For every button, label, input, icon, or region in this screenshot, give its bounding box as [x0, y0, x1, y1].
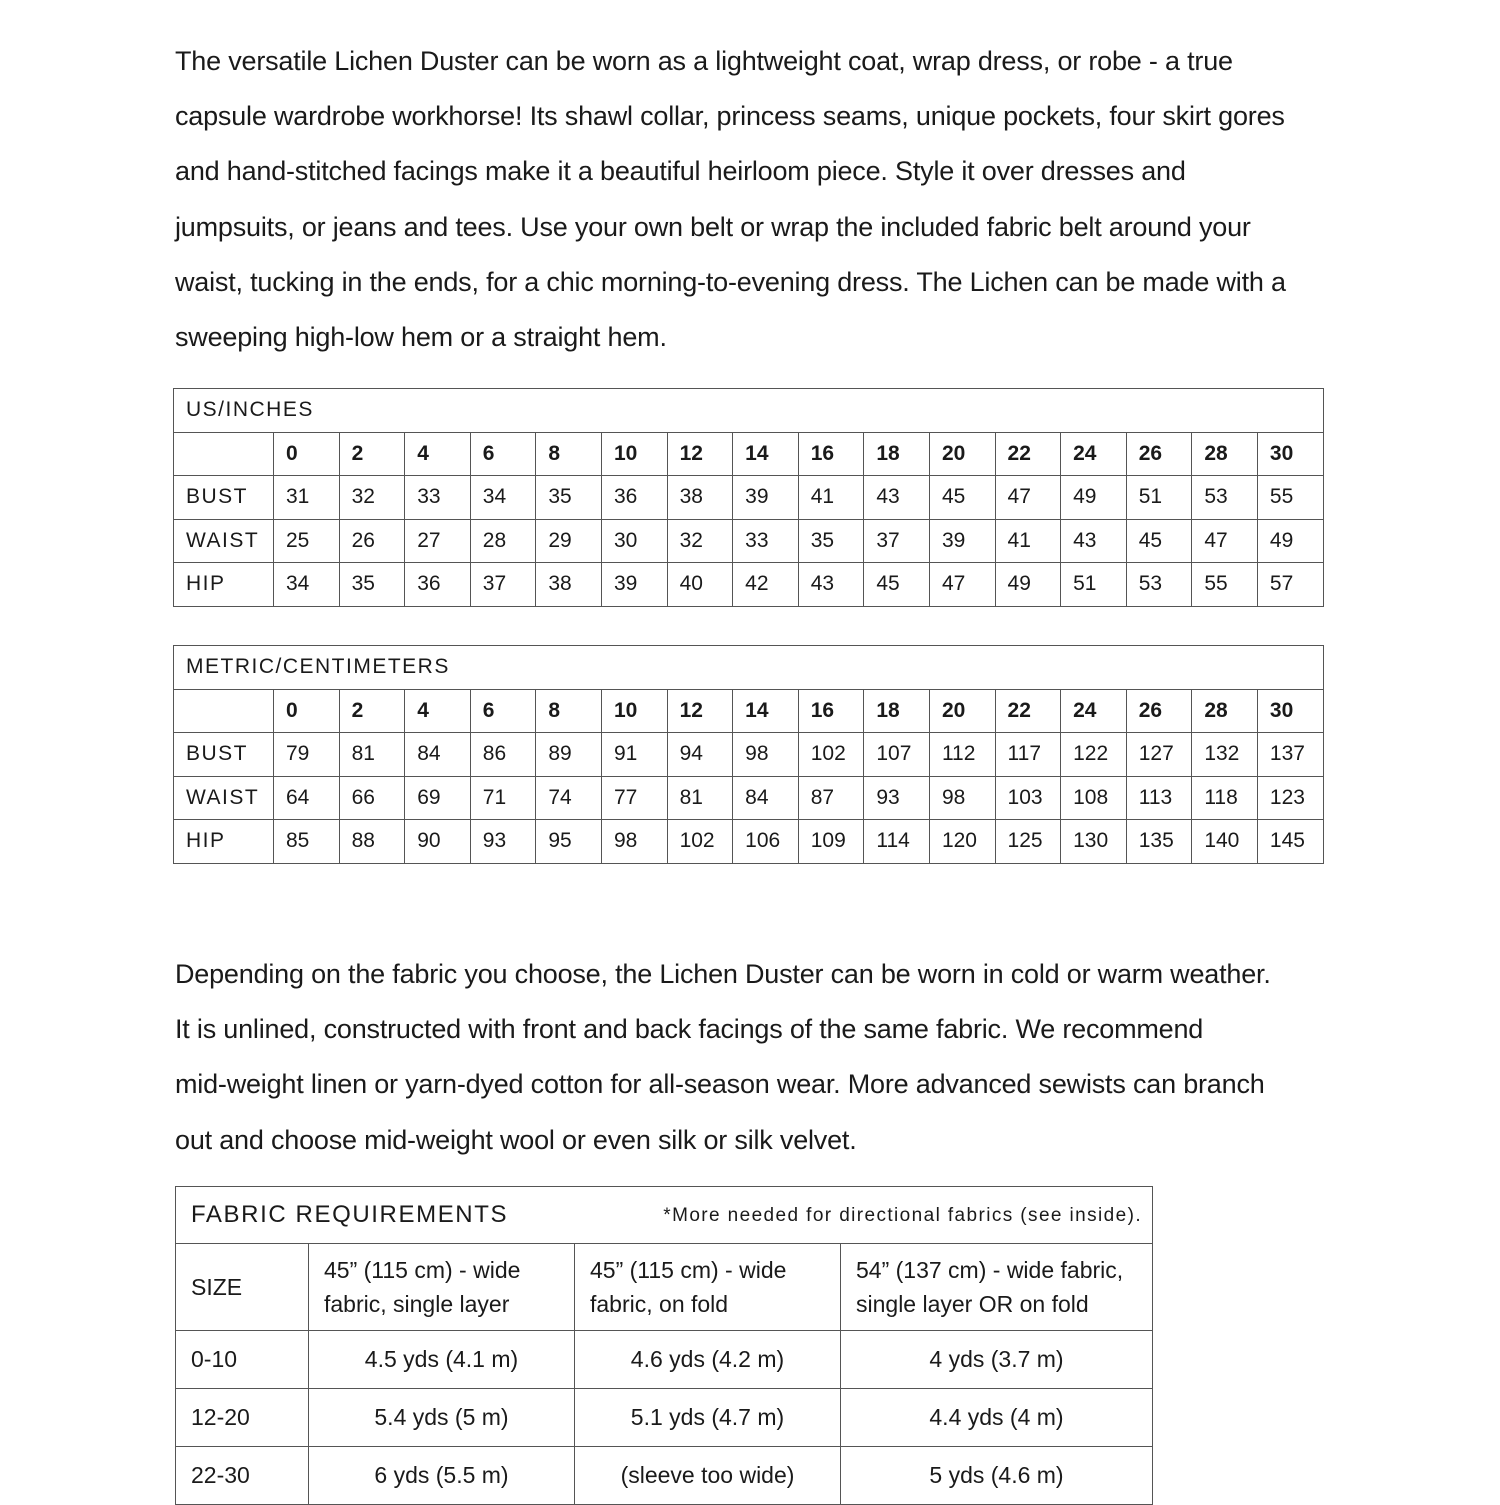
measurement-cell: 93: [864, 776, 930, 820]
directional-note: *More needed for directional fabrics (see inside).: [663, 1205, 1143, 1226]
measurement-cell: 47: [929, 563, 995, 607]
measurement-cell: 29: [536, 519, 602, 563]
intro-line: jumpsuits, or jeans and tees. Use your own belt or wrap the included fabric belt around your: [175, 211, 1251, 242]
yardage-cell: 4.6 yds (4.2 m): [575, 1331, 841, 1389]
fabric-row: [176, 1389, 1153, 1447]
fabric-title: FABRIC REQUIREMENTS: [191, 1201, 509, 1228]
measurement-cell: 86: [470, 733, 536, 777]
measurement-row: [174, 776, 1324, 820]
measurement-cell: 39: [929, 519, 995, 563]
intro-paragraph: [175, 34, 1335, 365]
measurement-cell: 91: [601, 733, 667, 777]
measurement-cell: 66: [339, 776, 405, 820]
measurement-cell: 69: [405, 776, 471, 820]
measurement-row: [174, 476, 1324, 520]
fabric-line: out and choose mid-weight wool or even silk or silk velvet.: [175, 1124, 857, 1155]
measurement-label: WAIST: [174, 776, 274, 820]
measurement-cell: 35: [536, 476, 602, 520]
measurement-cell: 32: [339, 476, 405, 520]
yardage-cell: 5.1 yds (4.7 m): [575, 1389, 841, 1447]
size-header-cell: 10: [601, 432, 667, 476]
measurement-cell: 40: [667, 563, 733, 607]
measurement-cell: 90: [405, 820, 471, 864]
measurement-cell: 125: [995, 820, 1061, 864]
measurement-cell: 140: [1192, 820, 1258, 864]
measurement-cell: 43: [1061, 519, 1127, 563]
size-header-cell: 10: [601, 689, 667, 733]
measurement-cell: 55: [1192, 563, 1258, 607]
size-header-row: [174, 689, 1324, 733]
size-header-cell: 26: [1126, 689, 1192, 733]
measurement-cell: 64: [274, 776, 340, 820]
yardage-cell: 4.4 yds (4 m): [841, 1389, 1153, 1447]
measurement-cell: 132: [1192, 733, 1258, 777]
measurement-cell: 137: [1257, 733, 1323, 777]
measurement-cell: 89: [536, 733, 602, 777]
size-range: 0-10: [176, 1331, 309, 1389]
size-header-cell: 2: [339, 432, 405, 476]
measurement-cell: 32: [667, 519, 733, 563]
yardage-cell: 4.5 yds (4.1 m): [309, 1331, 575, 1389]
measurement-cell: 84: [405, 733, 471, 777]
size-header-cell: 24: [1061, 689, 1127, 733]
intro-line: waist, tucking in the ends, for a chic morning-to-evening dress. The Lichen can be made with a: [175, 266, 1286, 297]
measurement-cell: 26: [339, 519, 405, 563]
size-range: 12-20: [176, 1389, 309, 1447]
column-header-line: single layer OR on fold: [856, 1291, 1089, 1317]
measurement-cell: 47: [1192, 519, 1258, 563]
measurement-cell: 87: [798, 776, 864, 820]
us-size-chart: [173, 388, 1324, 607]
column-header-line: 54” (137 cm) - wide fabric,: [856, 1257, 1124, 1283]
measurement-cell: 33: [733, 519, 799, 563]
size-header: SIZE: [176, 1244, 309, 1331]
measurement-label: HIP: [174, 563, 274, 607]
measurement-label: BUST: [174, 476, 274, 520]
measurement-cell: 47: [995, 476, 1061, 520]
yardage-cell: 4 yds (3.7 m): [841, 1331, 1153, 1389]
measurement-cell: 98: [601, 820, 667, 864]
measurement-cell: 109: [798, 820, 864, 864]
measurement-cell: 102: [667, 820, 733, 864]
fabric-line: mid-weight linen or yarn-dyed cotton for all-season wear. More advanced sewists can branch: [175, 1069, 1265, 1100]
column-header: [575, 1244, 841, 1331]
column-header-line: fabric, single layer: [324, 1291, 510, 1317]
measurement-cell: 38: [536, 563, 602, 607]
measurement-cell: 57: [1257, 563, 1323, 607]
measurement-cell: 88: [339, 820, 405, 864]
measurement-cell: 84: [733, 776, 799, 820]
intro-line: sweeping high-low hem or a straight hem.: [175, 322, 667, 353]
measurement-cell: 108: [1061, 776, 1127, 820]
size-header-cell: 6: [470, 689, 536, 733]
table-caption: METRIC/CENTIMETERS: [174, 646, 1324, 690]
measurement-row: [174, 563, 1324, 607]
size-header-cell: 28: [1192, 689, 1258, 733]
measurement-cell: 45: [1126, 519, 1192, 563]
measurement-cell: 49: [1257, 519, 1323, 563]
size-header-cell: 16: [798, 432, 864, 476]
measurement-cell: 42: [733, 563, 799, 607]
measurement-cell: 122: [1061, 733, 1127, 777]
size-header-cell: 14: [733, 689, 799, 733]
measurement-cell: 77: [601, 776, 667, 820]
measurement-cell: 123: [1257, 776, 1323, 820]
caption-row: [174, 646, 1324, 690]
column-header-line: 45” (115 cm) - wide: [324, 1257, 521, 1283]
measurement-cell: 53: [1192, 476, 1258, 520]
fabric-title-row: [176, 1187, 1153, 1244]
caption-row: [174, 389, 1324, 433]
size-header-cell: 4: [405, 432, 471, 476]
measurement-cell: 43: [864, 476, 930, 520]
size-header-cell: 30: [1257, 689, 1323, 733]
intro-line: and hand-stitched facings make it a beautiful heirloom piece. Style it over dresses and: [175, 156, 1186, 187]
measurement-cell: 95: [536, 820, 602, 864]
measurement-cell: 98: [929, 776, 995, 820]
measurement-cell: 145: [1257, 820, 1323, 864]
measurement-row: [174, 519, 1324, 563]
size-header-cell: 26: [1126, 432, 1192, 476]
measurement-cell: 79: [274, 733, 340, 777]
measurement-cell: 85: [274, 820, 340, 864]
size-header-cell: 28: [1192, 432, 1258, 476]
blank-cell: [174, 432, 274, 476]
fabric-row: [176, 1331, 1153, 1389]
measurement-cell: 33: [405, 476, 471, 520]
size-header-cell: 2: [339, 689, 405, 733]
fabric-line: Depending on the fabric you choose, the Lichen Duster can be worn in cold or warm weather.: [175, 959, 1271, 989]
size-header-cell: 18: [864, 432, 930, 476]
measurement-cell: 25: [274, 519, 340, 563]
measurement-cell: 35: [339, 563, 405, 607]
measurement-cell: 37: [864, 519, 930, 563]
measurement-cell: 49: [995, 563, 1061, 607]
size-header-cell: 20: [929, 432, 995, 476]
size-header-cell: 8: [536, 432, 602, 476]
size-range: 22-30: [176, 1447, 309, 1505]
table-caption: US/INCHES: [174, 389, 1324, 433]
size-header-cell: 20: [929, 689, 995, 733]
measurement-cell: 41: [995, 519, 1061, 563]
measurement-cell: 38: [667, 476, 733, 520]
measurement-cell: 81: [667, 776, 733, 820]
measurement-cell: 107: [864, 733, 930, 777]
size-header-cell: 0: [274, 432, 340, 476]
measurement-cell: 37: [470, 563, 536, 607]
size-header-cell: 30: [1257, 432, 1323, 476]
column-header-line: 45” (115 cm) - wide: [590, 1257, 787, 1283]
measurement-cell: 36: [601, 476, 667, 520]
fabric-paragraph: [175, 947, 1335, 1168]
size-header-cell: 18: [864, 689, 930, 733]
size-header-cell: 8: [536, 689, 602, 733]
measurement-cell: 127: [1126, 733, 1192, 777]
measurement-cell: 130: [1061, 820, 1127, 864]
measurement-cell: 120: [929, 820, 995, 864]
measurement-cell: 98: [733, 733, 799, 777]
measurement-cell: 45: [929, 476, 995, 520]
measurement-cell: 31: [274, 476, 340, 520]
yardage-cell: 5 yds (4.6 m): [841, 1447, 1153, 1505]
measurement-cell: 118: [1192, 776, 1258, 820]
size-header-cell: 22: [995, 432, 1061, 476]
measurement-cell: 39: [733, 476, 799, 520]
measurement-label: BUST: [174, 733, 274, 777]
measurement-cell: 94: [667, 733, 733, 777]
measurement-cell: 39: [601, 563, 667, 607]
blank-cell: [174, 689, 274, 733]
measurement-cell: 135: [1126, 820, 1192, 864]
measurement-cell: 49: [1061, 476, 1127, 520]
column-header: [841, 1244, 1153, 1331]
measurement-cell: 45: [864, 563, 930, 607]
measurement-cell: 114: [864, 820, 930, 864]
intro-line: The versatile Lichen Duster can be worn as a lightweight coat, wrap dress, or robe - a true: [175, 46, 1233, 76]
measurement-cell: 71: [470, 776, 536, 820]
measurement-cell: 103: [995, 776, 1061, 820]
measurement-row: [174, 820, 1324, 864]
size-header-cell: 16: [798, 689, 864, 733]
fabric-title-cell: [176, 1187, 1153, 1244]
measurement-row: [174, 733, 1324, 777]
measurement-cell: 51: [1126, 476, 1192, 520]
size-header-cell: 6: [470, 432, 536, 476]
measurement-cell: 34: [274, 563, 340, 607]
size-header-cell: 24: [1061, 432, 1127, 476]
measurement-label: HIP: [174, 820, 274, 864]
measurement-cell: 36: [405, 563, 471, 607]
measurement-cell: 30: [601, 519, 667, 563]
measurement-label: WAIST: [174, 519, 274, 563]
size-header-row: [174, 432, 1324, 476]
size-header-cell: 4: [405, 689, 471, 733]
measurement-cell: 117: [995, 733, 1061, 777]
size-header-cell: 0: [274, 689, 340, 733]
column-header: [309, 1244, 575, 1331]
measurement-cell: 41: [798, 476, 864, 520]
measurement-cell: 93: [470, 820, 536, 864]
size-header-cell: 12: [667, 689, 733, 733]
measurement-cell: 55: [1257, 476, 1323, 520]
fabric-header-row: [176, 1244, 1153, 1331]
column-header-line: fabric, on fold: [590, 1291, 729, 1317]
measurement-cell: 35: [798, 519, 864, 563]
measurement-cell: 28: [470, 519, 536, 563]
yardage-cell: 5.4 yds (5 m): [309, 1389, 575, 1447]
yardage-cell-note: (sleeve too wide): [575, 1447, 841, 1505]
measurement-cell: 74: [536, 776, 602, 820]
measurement-cell: 51: [1061, 563, 1127, 607]
measurement-cell: 106: [733, 820, 799, 864]
size-header-cell: 14: [733, 432, 799, 476]
measurement-cell: 53: [1126, 563, 1192, 607]
fabric-row: [176, 1447, 1153, 1505]
measurement-cell: 43: [798, 563, 864, 607]
measurement-cell: 27: [405, 519, 471, 563]
fabric-line: It is unlined, constructed with front and back facings of the same fabric. We recommend: [175, 1014, 1204, 1045]
measurement-cell: 113: [1126, 776, 1192, 820]
yardage-cell: 6 yds (5.5 m): [309, 1447, 575, 1505]
metric-size-chart: [173, 645, 1324, 864]
measurement-cell: 102: [798, 733, 864, 777]
measurement-cell: 112: [929, 733, 995, 777]
measurement-cell: 81: [339, 733, 405, 777]
measurement-cell: 34: [470, 476, 536, 520]
size-header-cell: 22: [995, 689, 1061, 733]
size-header-cell: 12: [667, 432, 733, 476]
intro-line: capsule wardrobe workhorse! Its shawl collar, princess seams, unique pockets, four skirt gores: [175, 101, 1285, 132]
fabric-requirements-table: [175, 1186, 1153, 1505]
